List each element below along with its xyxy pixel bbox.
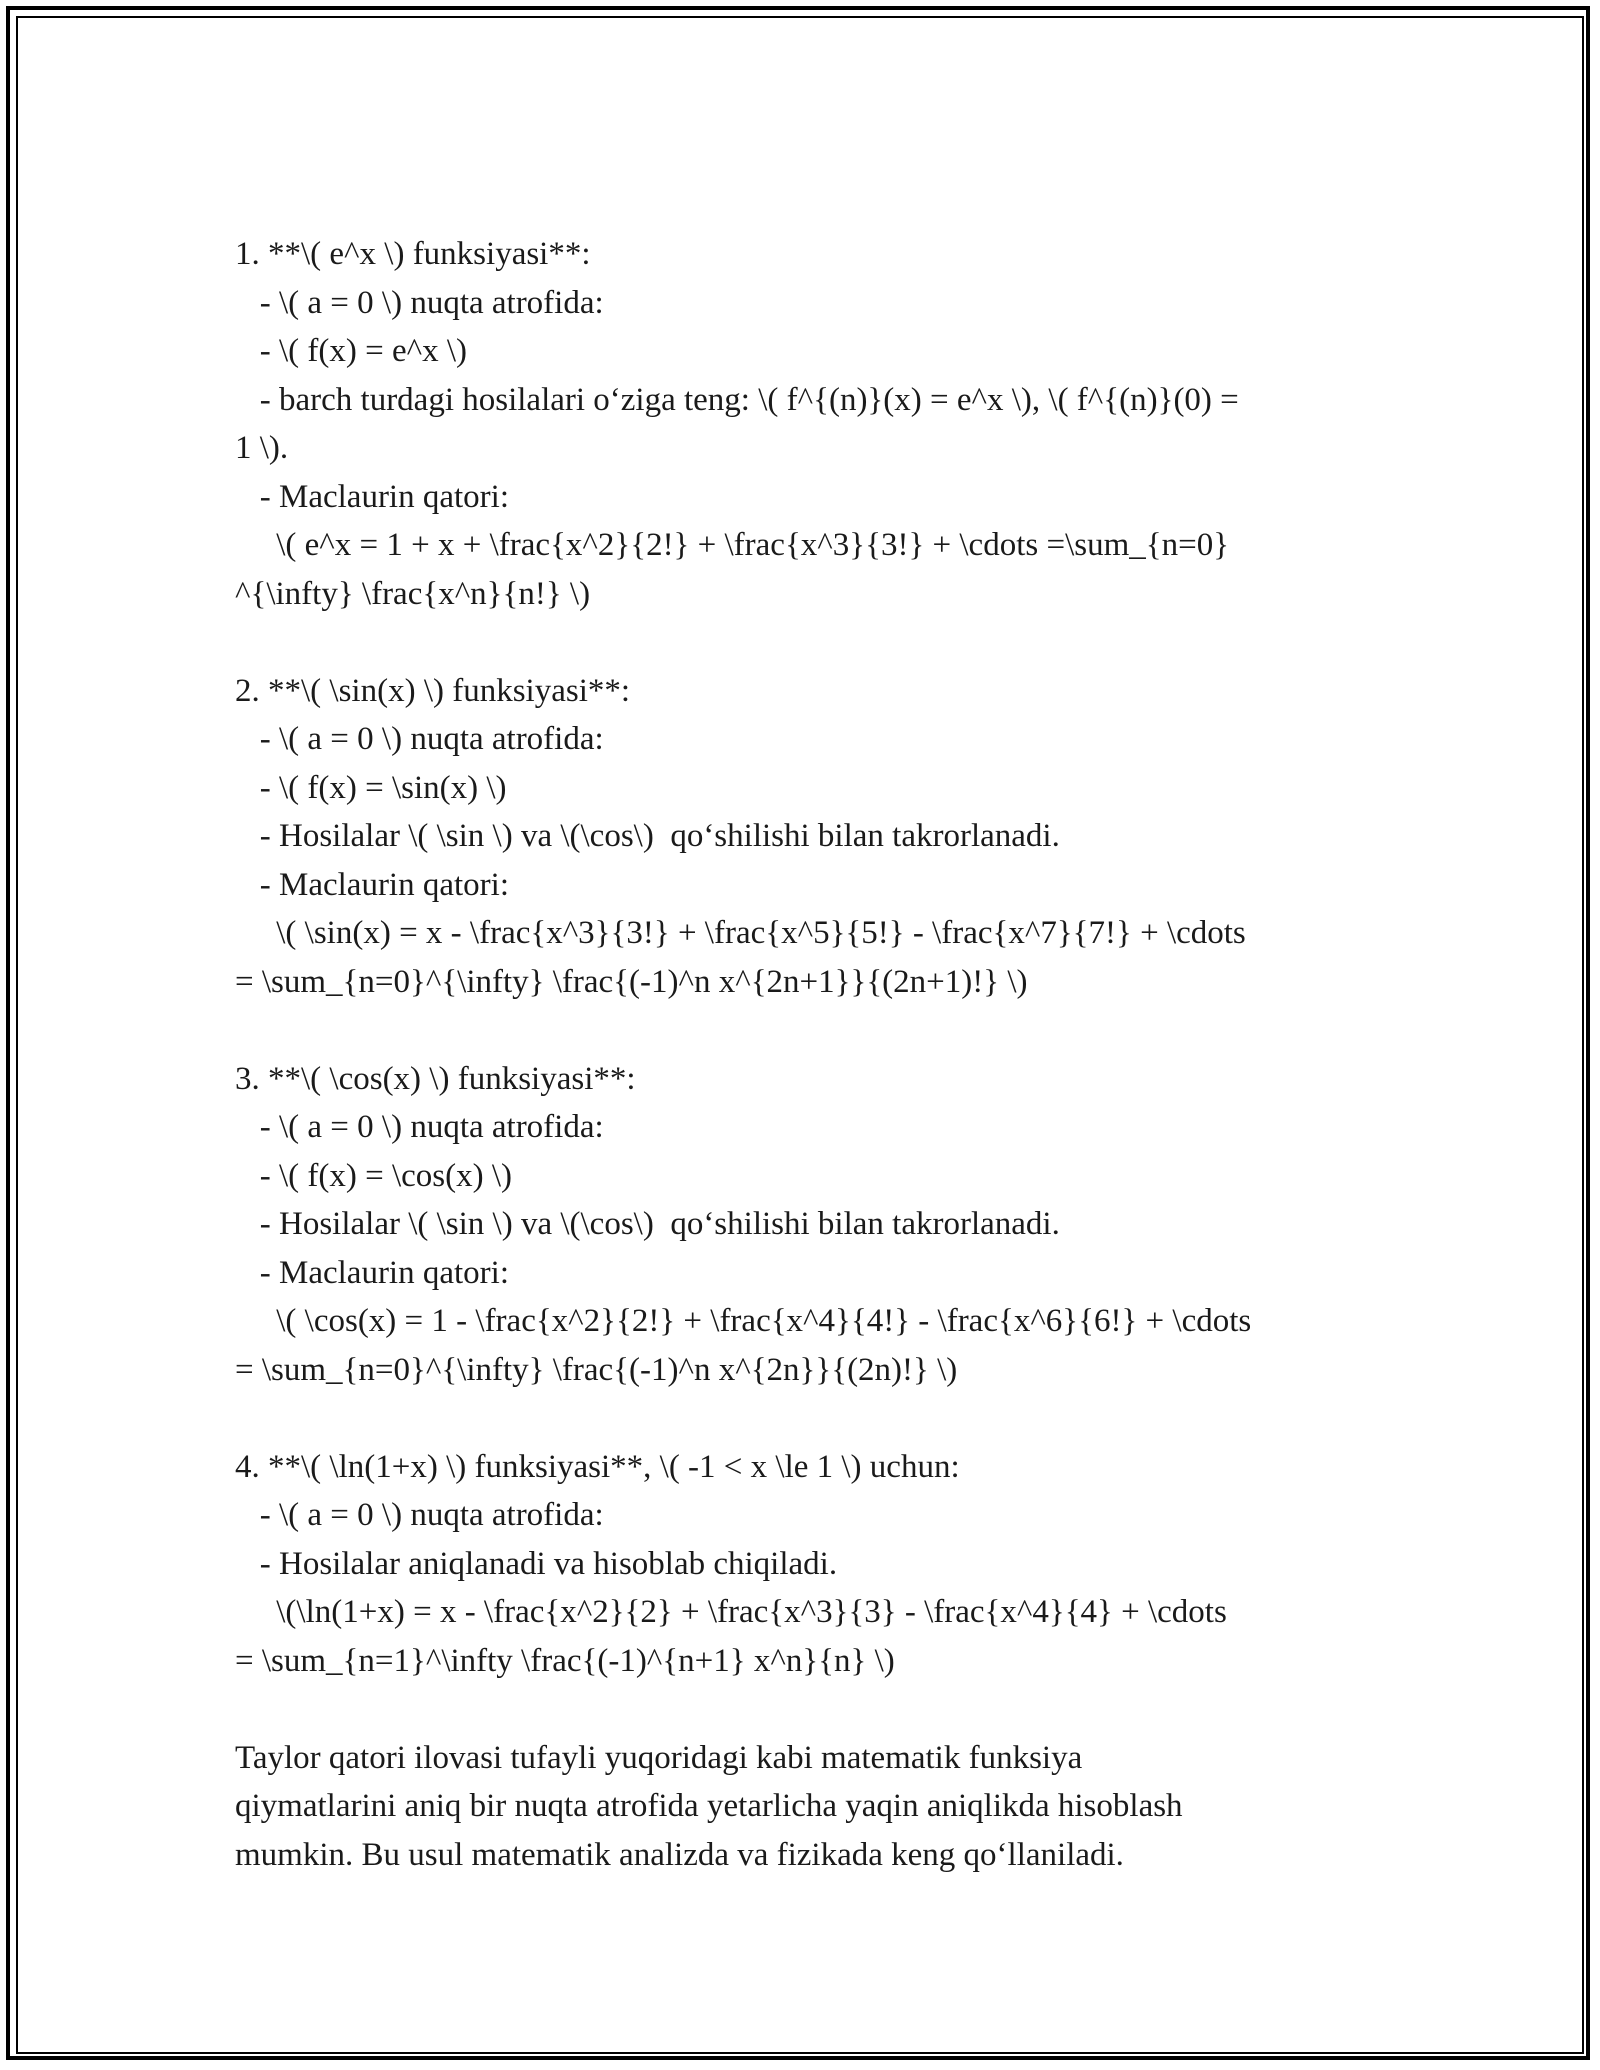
spacer	[235, 1685, 1375, 1734]
text-line: - barch turdagi hosilalari o‘ziga teng: \( f^{(n)}(x) = e^x \), \( f^{(n)}(0) =	[235, 381, 1239, 418]
spacer	[235, 618, 1375, 667]
section-heading: 1. **\( e^x \) funksiyasi**:	[235, 236, 591, 272]
paragraph-line: qiymatlarini aniq bir nuqta atrofida yetarlicha yaqin aniqlikda hisoblash	[235, 1788, 1183, 1824]
section-heading: 3. **\( \cos(x) \) funksiyasi**:	[235, 1060, 636, 1097]
spacer	[235, 1006, 1375, 1055]
text-line: - Hosilalar \( \sin \) va \(\cos\) qo‘shilishi bilan takrorlanadi.	[235, 818, 1060, 854]
text-line: - Maclaurin qatori:	[235, 1254, 509, 1291]
document-body	[235, 230, 1375, 1879]
formula-line: = \sum_{n=1}^\infty \frac{(-1)^{n+1} x^n}{n} \)	[235, 1642, 895, 1679]
text-line: - \( a = 0 \) nuqta atrofida:	[235, 1109, 604, 1145]
section-cos	[235, 1055, 1375, 1395]
formula-line: \( \cos(x) = 1 - \frac{x^2}{2!} + \frac{x^4}{4!} - \frac{x^6}{6!} + \cdots	[235, 1303, 1252, 1339]
text-line: - Maclaurin qatori:	[235, 478, 509, 515]
text-line: - \( f(x) = e^x \)	[235, 333, 468, 369]
text-line: - \( a = 0 \) nuqta atrofida:	[235, 1497, 604, 1533]
text-line: - Hosilalar aniqlanadi va hisoblab chiqiladi.	[235, 1545, 838, 1582]
section-ln	[235, 1443, 1375, 1686]
conclusion-paragraph	[235, 1734, 1375, 1880]
formula-line: \(\ln(1+x) = x - \frac{x^2}{2} + \frac{x^3}{3} - \frac{x^4}{4} + \cdots	[235, 1594, 1227, 1630]
text-line: - \( f(x) = \cos(x) \)	[235, 1157, 513, 1194]
paragraph-line: Taylor qatori ilovasi tufayli yuqoridagi kabi matematik funksiya	[235, 1739, 1083, 1776]
section-exp	[235, 230, 1375, 618]
formula-line: ^{\infty} \frac{x^n}{n!} \)	[235, 575, 591, 612]
formula-line: \( e^x = 1 + x + \frac{x^2}{2!} + \frac{x^3}{3!} + \cdots =\sum_{n=0}	[235, 527, 1230, 563]
spacer	[235, 1394, 1375, 1443]
paragraph-line: mumkin. Bu usul matematik analizda va fizikada keng qo‘llaniladi.	[235, 1836, 1124, 1873]
formula-line: = \sum_{n=0}^{\infty} \frac{(-1)^n x^{2n+1}}{(2n+1)!} \)	[235, 963, 1028, 1000]
section-heading: 2. **\( \sin(x) \) funksiyasi**:	[235, 672, 631, 709]
text-line: - Maclaurin qatori:	[235, 866, 509, 903]
section-sin	[235, 667, 1375, 1007]
formula-line: \( \sin(x) = x - \frac{x^3}{3!} + \frac{x^5}{5!} - \frac{x^7}{7!} + \cdots	[235, 915, 1246, 951]
section-heading: 4. **\( \ln(1+x) \) funksiyasi**, \( -1 < x \le 1 \) uchun:	[235, 1448, 960, 1485]
text-line: - \( a = 0 \) nuqta atrofida:	[235, 284, 604, 321]
text-line: - Hosilalar \( \sin \) va \(\cos\) qo‘shilishi bilan takrorlanadi.	[235, 1206, 1060, 1242]
text-line: - \( f(x) = \sin(x) \)	[235, 769, 507, 806]
text-line: 1 \).	[235, 430, 289, 466]
text-line: - \( a = 0 \) nuqta atrofida:	[235, 721, 604, 757]
formula-line: = \sum_{n=0}^{\infty} \frac{(-1)^n x^{2n}}{(2n)!} \)	[235, 1351, 958, 1388]
